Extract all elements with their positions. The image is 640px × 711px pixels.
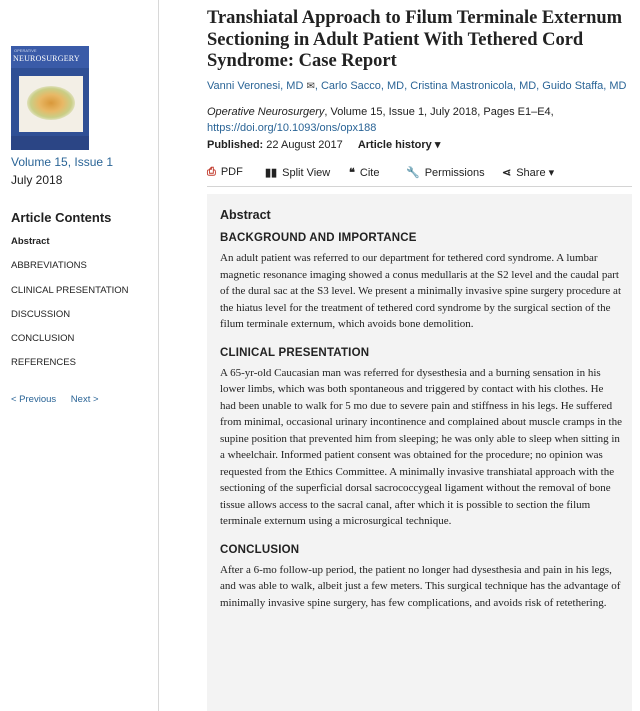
- article-contents-title: Article Contents: [11, 210, 112, 225]
- pdf-label: PDF: [220, 166, 243, 178]
- previous-link[interactable]: < Previous: [11, 394, 57, 405]
- toc-item-discussion[interactable]: DISCUSSION: [11, 308, 71, 320]
- cite-button[interactable]: [349, 166, 379, 179]
- toc-item-conclusion[interactable]: CONCLUSION: [11, 333, 75, 345]
- article-contents-list: [11, 236, 129, 382]
- cover-illustration: [27, 86, 75, 120]
- permissions-button[interactable]: [406, 166, 485, 179]
- wrench-icon: 🔧: [406, 167, 420, 179]
- pdf-button[interactable]: [207, 166, 243, 179]
- section-paragraph: An adult patient was referred to our department for tethered cord syndrome. A lumbar magnetic resonance imaging showed a conus medullaris at the S2 level and the caudal part of the dural sac at the S3 level. We present a minimally invasive spine surgery procedure at the hiatus level for the treatment of tethered cord syndrome by the surgical section of the filum terminale externum, which avoids bone demolition.: [220, 252, 622, 330]
- article-history-dropdown[interactable]: Article history ▾: [357, 138, 441, 151]
- section-heading: BACKGROUND AND IMPORTANCE: [220, 232, 417, 244]
- abstract-panel: [207, 194, 632, 711]
- volume-issue-link[interactable]: Volume 15, Issue 1: [11, 155, 114, 169]
- article-toolbar: [207, 164, 632, 187]
- share-icon: ⋖: [502, 167, 512, 179]
- abstract-title: Abstract: [220, 208, 271, 222]
- split-view-icon: ▮▮: [265, 167, 278, 179]
- toc-item-abbreviations[interactable]: ABBREVIATIONS: [11, 260, 87, 272]
- article-header: [207, 8, 632, 153]
- split-view-label: Split View: [282, 167, 331, 179]
- split-view-button[interactable]: [265, 166, 330, 179]
- journal-details: , Volume 15, Issue 1, July 2018, Pages E1–E4,: [324, 105, 554, 118]
- volume-date: July 2018: [11, 173, 63, 187]
- toc-item-abstract[interactable]: Abstract: [11, 236, 50, 247]
- pdf-icon: ⎙: [207, 166, 216, 178]
- share-label: Share ▾: [516, 167, 555, 179]
- author-link[interactable]: Cristina Mastronicola, MD: [410, 79, 537, 92]
- author-link[interactable]: Guido Staffa, MD: [542, 79, 627, 92]
- section-paragraph: After a 6-mo follow-up period, the patient no longer had dysesthesia and pain in his legs, and was able to walk, albeit just a few meters. This surgical technique has the advantage of minimally invasive spine surgery, has few complications, and avoids risk of retethering.: [220, 563, 621, 609]
- email-icon[interactable]: ✉: [306, 80, 315, 92]
- publication-info: [207, 137, 632, 153]
- share-button[interactable]: [502, 166, 554, 179]
- cover-brand-top: OPERATIVE: [14, 48, 37, 53]
- section-heading: CLINICAL PRESENTATION: [220, 346, 370, 359]
- next-link[interactable]: Next >: [70, 394, 99, 405]
- section-paragraph: A 65-yr-old Caucasian man was referred for dysesthesia and a burning sensation in his lower limbs, which was both spontaneous and triggered by contact with his clothes. He had been unable to walk for 5 mo due to severe pain and stiffness in his legs. He suffered from minimal, occasional urinary incontinence and complained about muscle cramps in the supine position that prevented him from sleeping; he was only able to sleep when sitting in a wheelchair. Informed patient consent was obtained for the procedure; no opinion was requested from the Ethics Committee. A minimally invasive transhiatal approach with the sectioning of the superficial dorsal sacrococcygeal ligament without the removal of bone tissue allows access to the sacral canal, after which it is possible to section the filum terminale externum using a microsurgical technique.: [220, 366, 622, 527]
- permissions-label: Permissions: [424, 167, 485, 179]
- article-pager: [11, 394, 111, 405]
- author-list: Vanni Veronesi, MD ✉, Carlo Sacco, MD, Cristina Mastronicola, MD, Guido Staffa, MD: [207, 79, 627, 92]
- journal-cover-image[interactable]: [11, 46, 89, 150]
- cite-label: Cite: [359, 167, 380, 179]
- abstract-content: [220, 208, 622, 625]
- cover-brand: NEUROSURGERY: [13, 54, 80, 63]
- journal-citation: [207, 104, 632, 120]
- toc-item-references[interactable]: REFERENCES: [11, 357, 76, 369]
- journal-name: Operative Neurosurgery: [207, 105, 325, 118]
- toc-item-clinical-presentation[interactable]: CLINICAL PRESENTATION: [11, 284, 129, 296]
- quote-icon: ❝: [349, 167, 355, 179]
- published-label: Published:: [207, 138, 264, 151]
- published-date: 22 August 2017: [266, 138, 343, 151]
- article-title: Transhiatal Approach to Filum Terminale Externum Sectioning in Adult Patient With Tethered Cord Syndrome: Case Report: [207, 8, 623, 71]
- author-link[interactable]: Vanni Veronesi, MD: [207, 79, 304, 92]
- cover-footer: [11, 136, 89, 150]
- author-link[interactable]: Carlo Sacco, MD: [320, 79, 405, 92]
- sidebar: [0, 0, 159, 711]
- section-heading: CONCLUSION: [220, 543, 300, 556]
- doi-link[interactable]: https://doi.org/10.1093/ons/opx188: [207, 121, 377, 134]
